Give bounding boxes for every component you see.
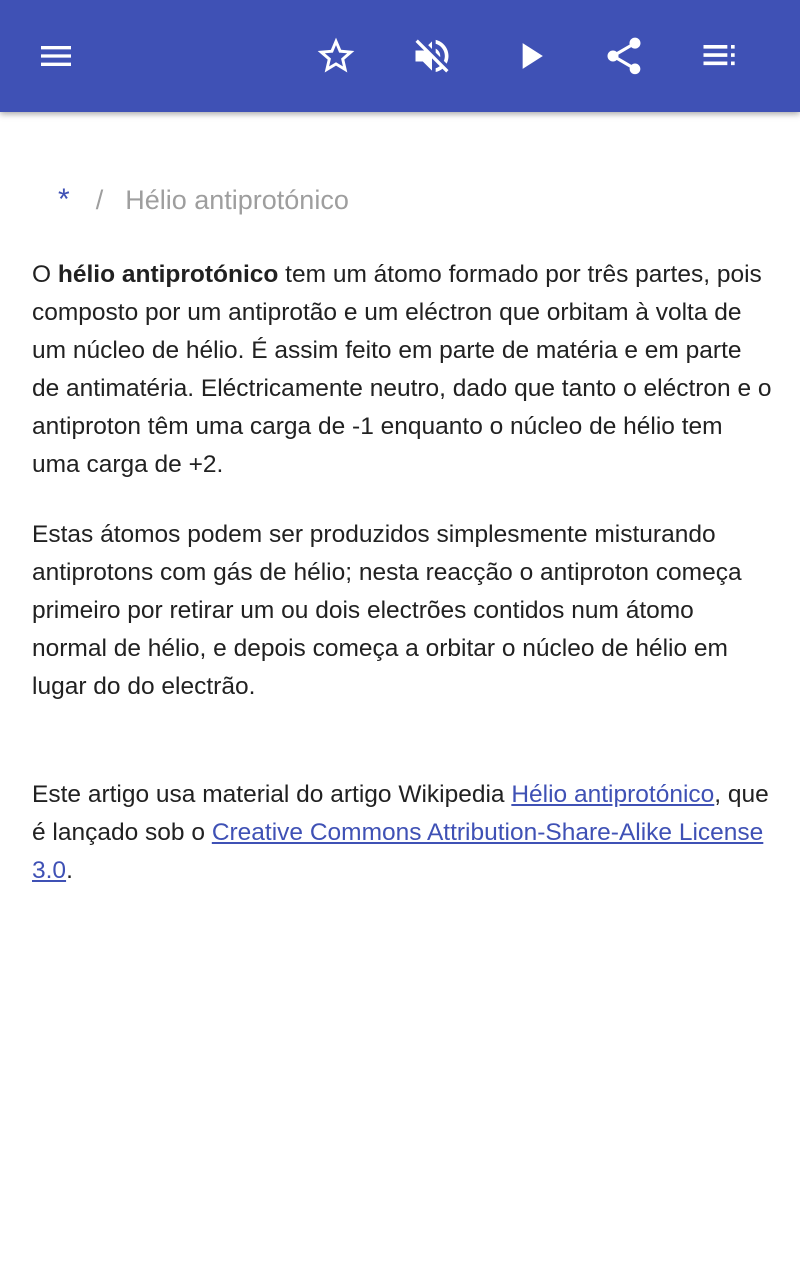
p1-rest: tem um átomo formado por três partes, pois composto por um antiprotão e um eléctron que orbitam à volta de um núcleo de hélio. É assim feito em parte de matéria e em parte de antimatéria. Eléctricamente neutro, dado que tanto o eléctron e o antiproton têm uma carga de -1 enquanto o núcleo de hélio tem uma carga de +2.	[32, 261, 772, 478]
attribution-suffix: .	[66, 857, 73, 884]
breadcrumb-home-link[interactable]: *	[58, 183, 70, 216]
menu-icon	[36, 36, 76, 76]
license-link[interactable]: Creative Commons Attribution-Share-Alike License 3.0	[32, 819, 764, 884]
app-toolbar	[0, 0, 800, 112]
share-icon	[602, 34, 646, 78]
attribution-middle: , que é lançado sob o	[32, 781, 769, 846]
breadcrumb-current: Hélio antiprotónico	[125, 184, 349, 215]
article-paragraph-2: Estas átomos podem ser produzidos simplesmente misturando antiprotons com gás de hélio; nesta reacção o antiproton começa primeiro por retirar um ou dois electrões contidos num átomo normal de hélio, e depois começa a orbitar o núcleo de hélio em lugar do do electrão.	[32, 521, 742, 700]
menu-button[interactable]	[24, 24, 88, 88]
play-icon	[508, 34, 552, 78]
p1-lead: O	[32, 261, 58, 288]
favorite-button[interactable]	[304, 24, 368, 88]
article-content	[32, 256, 772, 890]
volume-off-icon	[410, 34, 454, 78]
attribution-prefix: Este artigo usa material do artigo Wikipedia	[32, 781, 512, 808]
playlist-icon	[698, 34, 742, 78]
breadcrumb-separator: /	[95, 184, 104, 215]
breadcrumb	[54, 180, 349, 220]
play-button[interactable]	[498, 24, 562, 88]
share-button[interactable]	[592, 24, 656, 88]
playlist-button[interactable]	[688, 24, 752, 88]
star-outline-icon	[314, 34, 358, 78]
article-subject-bold: hélio antiprotónico	[57, 261, 279, 288]
attribution-paragraph	[32, 776, 772, 890]
article-paragraph-1	[32, 256, 772, 484]
mute-button[interactable]	[400, 24, 464, 88]
wikipedia-article-link[interactable]: Hélio antiprotónico	[511, 781, 715, 808]
